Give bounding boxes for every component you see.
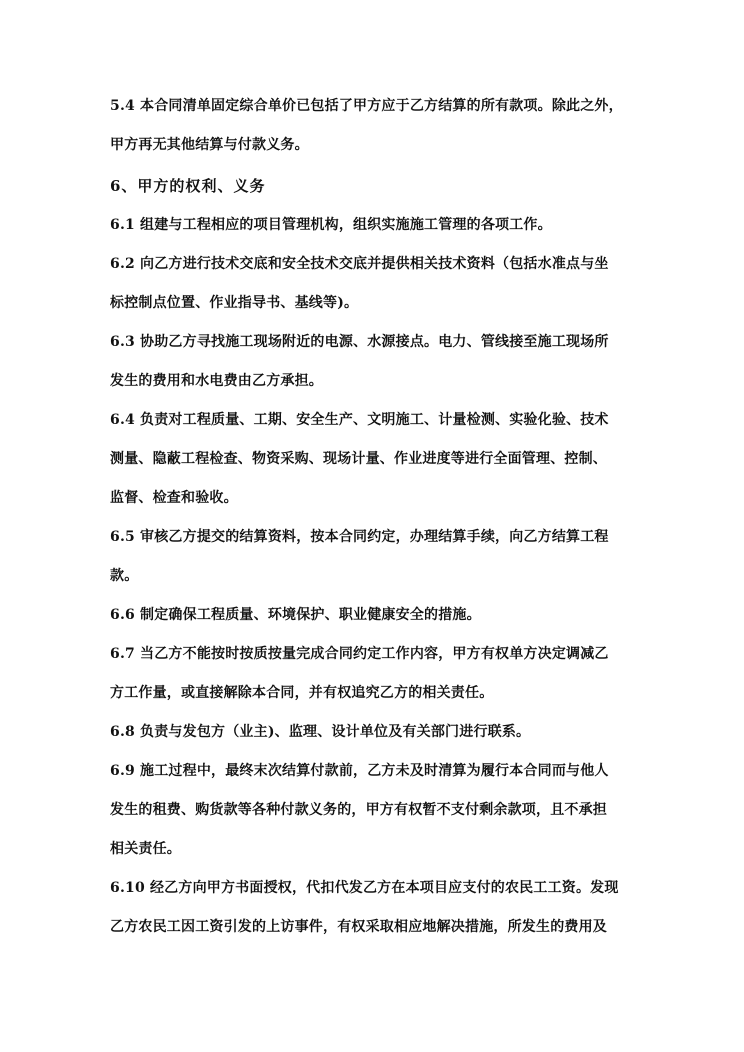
text-line: 测量、隐蔽工程检查、物资采购、现场计量、作业进度等进行全面管理、控制、 (110, 451, 607, 467)
text-line: 6.10 经乙方向甲方书面授权，代扣代发乙方在本项目应支付的农民工工资。发现 (110, 880, 619, 896)
text-line: 6.5 审核乙方提交的结算资料，按本合同约定，办理结算手续，向乙方结算工程 (110, 529, 609, 545)
text-line: 6.3 协助乙方寻找施工现场附近的电源、水源接点。电力、管线接至施工现场所 (110, 334, 609, 350)
text-line: 6.4 负责对工程质量、工期、安全生产、文明施工、计量检测、实验化验、技术 (110, 412, 609, 428)
text-line: 乙方农民工因工资引发的上访事件，有权采取相应地解决措施，所发生的费用及 (110, 919, 607, 935)
text-line: 6.2 向乙方进行技术交底和安全技术交底并提供相关技术资料（包括水准点与坐 (110, 256, 609, 272)
text-line: 标控制点位置、作业指导书、基线等)。 (110, 295, 359, 311)
text-line: 发生的费用和水电费由乙方承担。 (110, 373, 323, 389)
text-line: 甲方再无其他结算与付款义务。 (110, 137, 309, 153)
text-line: 6.1 组建与工程相应的项目管理机构，组织实施施工管理的各项工作。 (110, 217, 552, 233)
text-line: 6.9 施工过程中，最终末次结算付款前，乙方未及时清算为履行本合同而与他人 (110, 763, 609, 779)
text-line: 款。 (110, 568, 139, 584)
text-line: 相关责任。 (110, 841, 181, 857)
section-heading: 6、甲方的权利、义务 (110, 177, 266, 195)
text-line: 6.6 制定确保工程质量、环境保护、职业健康安全的措施。 (110, 607, 481, 623)
text-line: 监督、检查和验收。 (110, 490, 238, 506)
text-line: 方工作量，或直接解除本合同，并有权追究乙方的相关责任。 (110, 685, 494, 701)
text-line: 5.4 本合同清单固定综合单价已包括了甲方应于乙方结算的所有款项。除此之外， (110, 98, 623, 114)
text-line: 6.8 负责与发包方（业主)、监理、设计单位及有关部门进行联系。 (110, 724, 531, 740)
text-line: 发生的租费、购货款等各种付款义务的，甲方有权暂不支付剩余款项，且不承担 (110, 802, 607, 818)
text-line: 6.7 当乙方不能按时按质按量完成合同约定工作内容，甲方有权单方决定调减乙 (110, 646, 609, 662)
